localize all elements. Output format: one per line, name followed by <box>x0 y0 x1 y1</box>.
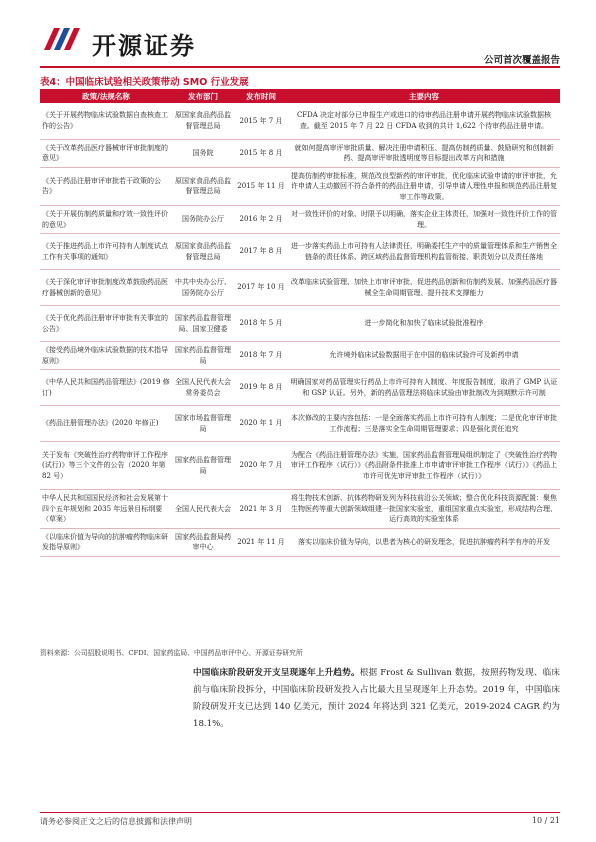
release-time-cell: 2018 年 7 月 <box>234 342 288 370</box>
content-cell: 进一步简化和加快了临床试验批准程序 <box>288 306 560 342</box>
department-cell: 原国家食品药品监督管理总局 <box>172 234 234 270</box>
content-cell: CFDA 决定对部分已申报生产或进口的待审药品注册申请开展药物临床试验数据核查。截至 2015 年 7 月 22 日 CFDA 收到的共计 1,622 个待审药品注册申请。 <box>288 103 560 139</box>
report-type-label: 公司首次覆盖报告 <box>483 55 560 66</box>
table-title: 表4：中国临床试验相关政策带动 SMO 行业发展 <box>40 77 249 88</box>
release-time-cell: 2021 年 11 月 <box>234 528 288 556</box>
release-time-cell: 2019 年 8 月 <box>234 370 288 406</box>
policy-name-cell: 《关于开展仿制药质量和疗效一致性评价的意见》 <box>40 206 172 234</box>
release-time-cell: 2020 年 7 月 <box>234 442 288 490</box>
release-time-cell: 2016 年 2 月 <box>234 206 288 234</box>
content-cell: 为配合《药品注册管理办法》实施，国家药品监督管理局组织制定了《突破性治疗药物审评工作程序（试行）》《药品附条件批准上市申请审评审批工作程序（试行）》《药品上市许可优先审评审批工作程序（试行）》 <box>288 442 560 490</box>
table-row <box>40 442 560 490</box>
release-time-cell: 2021 年 3 月 <box>234 490 288 529</box>
policy-name-cell: 《关于开展药物临床试验数据自查核查工作的公告》 <box>40 103 172 139</box>
content-cell: 本次修改的主要内容包括：一是全面落实药品上市许可持有人制度；二是优化审评审批工作流程；三是落实全生命周期管理要求；四是强化责任追究 <box>288 406 560 442</box>
table-row <box>40 270 560 306</box>
policy-name-cell: 《中华人民共和国药品管理法》(2019 修订) <box>40 370 172 406</box>
column-header: 政策/法规名称 <box>40 89 172 103</box>
policy-name-cell: 关于发布《突破性治疗药物审评工作程序(试行)》等三个文件的公告（2020 年第 82 号） <box>40 442 172 490</box>
department-cell: 原国家食品药品监督管理总局 <box>172 103 234 139</box>
department-cell: 全国人民代表大会常务委员会 <box>172 370 234 406</box>
header-divider <box>40 66 560 68</box>
table-source: 资料来源：公司招股说明书、CFDI、国家药监局、中国药品审评中心、开源证券研究所 <box>40 649 303 657</box>
table-row <box>40 206 560 234</box>
policy-name-cell: 《接受药品境外临床试验数据的技术指导原则》 <box>40 342 172 370</box>
release-time-cell: 2018 年 5 月 <box>234 306 288 342</box>
table-row <box>40 167 560 206</box>
column-header: 发布时间 <box>234 89 288 103</box>
paragraph-lead: 中国临床阶段研发开支呈现逐年上升趋势。 <box>193 668 360 678</box>
content-cell: 允许境外临床试验数据用于在中国的临床试验许可及新药申请 <box>288 342 560 370</box>
release-time-cell: 2015 年 7 月 <box>234 103 288 139</box>
table-row <box>40 406 560 442</box>
table-row <box>40 139 560 167</box>
policy-name-cell: 《关于深化审评审批制度改革鼓励药品医疗器械创新的意见》 <box>40 270 172 306</box>
table-row <box>40 234 560 270</box>
policy-table <box>40 89 560 557</box>
table-row <box>40 370 560 406</box>
table-row <box>40 528 560 556</box>
content-cell: 落实以临床价值为导向，以患者为核心的研发理念，促进抗肿瘤药科学有序的开发 <box>288 528 560 556</box>
policy-name-cell: 《以临床价值为导向的抗肿瘤药物临床研发指导原则》 <box>40 528 172 556</box>
policy-name-cell: 《关于推进药品上市许可持有人制度试点工作有关事项的通知》 <box>40 234 172 270</box>
release-time-cell: 2017 年 8 月 <box>234 234 288 270</box>
page-number: 10 / 21 <box>531 816 560 825</box>
release-time-cell: 2017 年 10 月 <box>234 270 288 306</box>
release-time-cell: 2020 年 1 月 <box>234 406 288 442</box>
release-time-cell: 2015 年 11 月 <box>234 167 288 206</box>
department-cell: 国家药品监督管理局 <box>172 442 234 490</box>
policy-name-cell: 中华人民共和国国民经济和社会发展第十四个五年规划和 2035 年远景目标纲要（草案） <box>40 490 172 529</box>
content-cell: 改革临床试验管理、加快上市审评审批、促进药品创新和仿制药发展、加强药品医疗器械全生命周期管理、提升技术支撑能力 <box>288 270 560 306</box>
content-cell: 进一步落实药品上市可持有人法律责任，明确委托生产中的质量管理体系和生产销售全链条的责任体系、跨区域药品监督管理机构监管衔接、职责划分以及责任落地 <box>288 234 560 270</box>
table-row <box>40 103 560 139</box>
logo-text: 开源证券 <box>92 32 196 60</box>
policy-name-cell: 《关于优化药品注册审评审批有关事宜的公告》 <box>40 306 172 342</box>
table-row <box>40 342 560 370</box>
department-cell: 国务院 <box>172 139 234 167</box>
content-cell: 就如何提高审评审批质量、解决注册申请积压、提高仿制药质量、鼓励研究和创制新药、提高审评审批透明度等目标提出改革方向和措施 <box>288 139 560 167</box>
page-header <box>40 22 560 68</box>
table-body <box>40 103 560 556</box>
content-cell: 明确国家对药品管理实行药品上市许可持有人制度、年度报告制度，取消了 GMP 认证和 GSP 认证。另外，新的药品管理法将临床试验由审批制改为到期默示许可制 <box>288 370 560 406</box>
policy-name-cell: 《药品注册管理办法》(2020 年修正) <box>40 406 172 442</box>
department-cell: 国家药品监督局药审中心 <box>172 528 234 556</box>
table-header-row <box>40 89 560 103</box>
department-cell: 国家市场监督管理局 <box>172 406 234 442</box>
department-cell: 中共中央办公厅、国务院办公厅 <box>172 270 234 306</box>
footer-disclaimer: 请务必参阅正文之后的信息披露和法律声明 <box>40 817 192 826</box>
content-cell: 提高仿制药审批标准，规范改良型新药的审评审批，优化临床试验申请的审评审批，允许申请人主动撤回不符合条件的药品注册申请，引导申请人理性申报和规范药品注册复审工作等政策。 <box>288 167 560 206</box>
paragraph-body: 根据 Frost & Sullivan 数据，按照药物发现、临床前与临床阶段拆分，中国临床阶段研发投入占比最大且呈现逐年上升态势。2019 年，中国临床阶段研发开支已达到 140 亿美元，预计 2024 年将达到 321 亿美元，2019-2024 CAGR 约为 18.1%。 <box>193 668 560 729</box>
content-cell: 将生物技术创新、抗体药物研发列为科技前沿公关领域；整合优化科技资源配置：聚焦生物医药等重大创新领域组建一批国家实验室，重组国家重点实验室，形成结构合理、运行高效的实验室体系 <box>288 490 560 529</box>
table-row <box>40 306 560 342</box>
policy-name-cell: 《关于改革药品医疗器械审评审批制度的意见》 <box>40 139 172 167</box>
table-row <box>40 490 560 529</box>
column-header: 主要内容 <box>288 89 560 103</box>
release-time-cell: 2015 年 8 月 <box>234 139 288 167</box>
department-cell: 国务院办公厅 <box>172 206 234 234</box>
policy-name-cell: 《关于药品注册审评审批若干政策的公告》 <box>40 167 172 206</box>
department-cell: 国家药品监督管理局 <box>172 342 234 370</box>
department-cell: 国家药品监督管理局、国家卫健委 <box>172 306 234 342</box>
department-cell: 全国人民代表大会 <box>172 490 234 529</box>
footer-divider <box>40 812 560 813</box>
column-header: 发布部门 <box>172 89 234 103</box>
body-paragraph <box>193 665 560 733</box>
department-cell: 原国家食品药品监督管理总局 <box>172 167 234 206</box>
content-cell: 对一致性评价的对象、时限予以明确，落实企业主体责任，加强对一致性评价工作的管理。 <box>288 206 560 234</box>
logo-icon <box>40 24 84 54</box>
